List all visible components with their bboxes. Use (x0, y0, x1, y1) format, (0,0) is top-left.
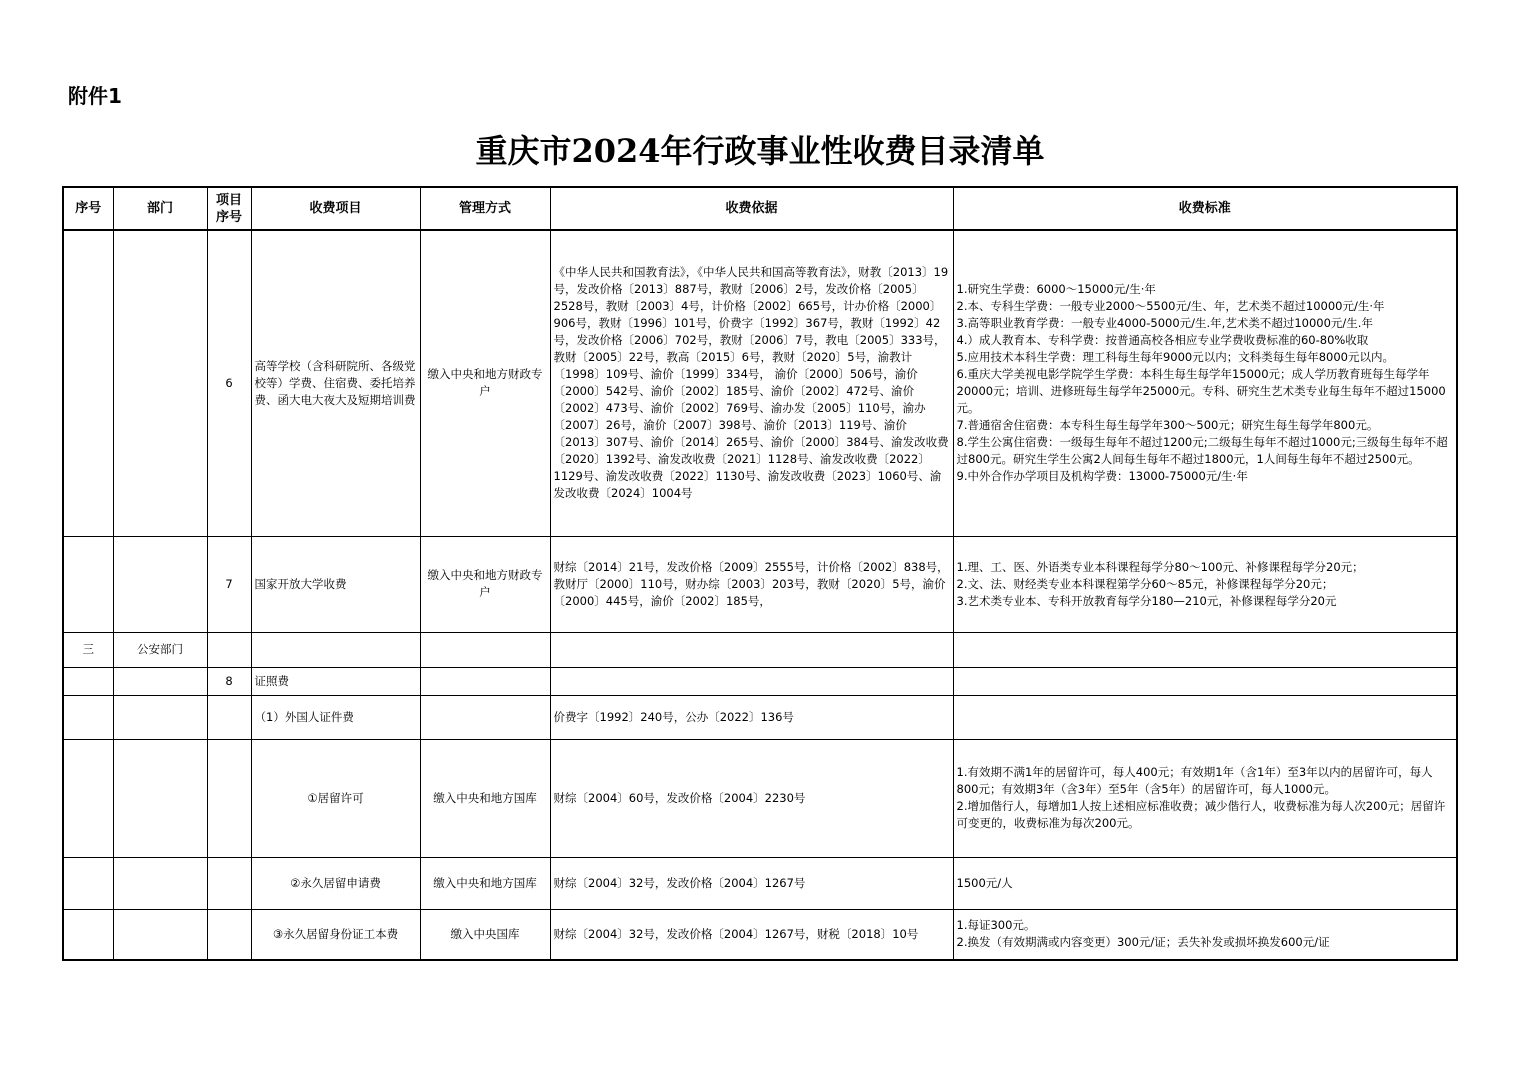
cell-item-no (207, 909, 251, 960)
cell-item (251, 632, 420, 667)
cell-mgmt: 缴入中央和地方国库 (420, 857, 550, 909)
cell-item: （1）外国人证件费 (251, 695, 420, 739)
cell-standard (953, 667, 1457, 695)
cell-basis: 财综〔2004〕32号，发改价格〔2004〕1267号 (550, 857, 953, 909)
cell-mgmt: 缴入中央和地方财政专户 (420, 536, 550, 632)
cell-mgmt: 缴入中央国库 (420, 909, 550, 960)
cell-mgmt (420, 632, 550, 667)
cell-standard: 1.理、工、医、外语类专业本科课程每学分80～100元、补修课程每学分20元； 2.文、法、财经类专业本科课程第学分60～85元，补修课程每学分20元； 3.艺术类专业本、专科开放教育每学分180—210元，补修课程每学分20元 (953, 536, 1457, 632)
attachment-label: 附件1 (68, 84, 122, 108)
cell-seq (63, 909, 113, 960)
cell-standard: 1.研究生学费：6000～15000元/生·年 2.本、专科生学费：一般专业2000～5500元/生、年，艺术类不超过10000元/生·年 3.高等职业教育学费：一般专业4000-5000元/生.年,艺术类不超过10000元/生.年 4.）成人教育本、专科学费：按普通高校各相应专业学费收费标准的60-80%收取 5.应用技术本科生学费：理工科每生每年9000元以内；文科类每生每年8000元以内。 6.重庆大学美视电影学院学生学费：本科生每生每学年15000元；成人学历教育班每生每学年20000元；培训、进修班每生每学年25000元。专科、研究生艺术类专业每生每年不超过15000元。 7.普通宿舍住宿费：本专科生每生每学年300～500元；研究生每生每学年800元。 8.学生公寓住宿费：一级每生每年不超过1200元;二级每生每年不超过1000元;三级每生每年不超过800元。研究生学生公寓2人间每生每年不超过1800元，1人间每生每年不超过2500元。 9.中外合作办学项目及机构学费：13000-75000元/生·年 (953, 230, 1457, 536)
cell-item-no (207, 695, 251, 739)
cell-standard: 1.每证300元。 2.换发（有效期满或内容变更）300元/证；丢失补发或损坏换发600元/证 (953, 909, 1457, 960)
cell-dept: 公安部门 (113, 632, 207, 667)
cell-item: ①居留许可 (251, 739, 420, 857)
table-row (63, 695, 1457, 739)
table-row (63, 632, 1457, 667)
cell-standard: 1.有效期不满1年的居留许可，每人400元；有效期1年（含1年）至3年以内的居留许可，每人800元；有效期3年（含3年）至5年（含5年）的居留许可，每人1000元。 2.增加偕行人，每增加1人按上述相应标准收费；减少偕行人，收费标准为每人次200元；居留许可变更的，收费标准为每次200元。 (953, 739, 1457, 857)
table-row (63, 909, 1457, 960)
header-standard: 收费标准 (953, 187, 1457, 230)
cell-basis (550, 667, 953, 695)
cell-item: 证照费 (251, 667, 420, 695)
table-row (63, 536, 1457, 632)
cell-seq (63, 857, 113, 909)
cell-dept (113, 857, 207, 909)
header-seq: 序号 (63, 187, 113, 230)
cell-basis: 财综〔2004〕32号，发改价格〔2004〕1267号，财税〔2018〕10号 (550, 909, 953, 960)
table-row (63, 230, 1457, 536)
fee-catalog-table (62, 186, 1458, 961)
cell-item: 国家开放大学收费 (251, 536, 420, 632)
table-row (63, 667, 1457, 695)
cell-seq (63, 230, 113, 536)
table-row (63, 739, 1457, 857)
cell-item-no: 8 (207, 667, 251, 695)
cell-standard: 1500元/人 (953, 857, 1457, 909)
cell-item: ②永久居留申请费 (251, 857, 420, 909)
header-dept: 部门 (113, 187, 207, 230)
cell-item: ③永久居留身份证工本费 (251, 909, 420, 960)
cell-basis (550, 632, 953, 667)
cell-item-no (207, 632, 251, 667)
cell-item-no: 7 (207, 536, 251, 632)
cell-seq (63, 667, 113, 695)
cell-mgmt: 缴入中央和地方国库 (420, 739, 550, 857)
cell-dept (113, 739, 207, 857)
cell-seq: 三 (63, 632, 113, 667)
cell-standard (953, 632, 1457, 667)
cell-item: 高等学校（含科研院所、各级党校等）学费、住宿费、委托培养费、函大电大夜大及短期培训费 (251, 230, 420, 536)
cell-seq (63, 536, 113, 632)
cell-standard (953, 695, 1457, 739)
cell-seq (63, 739, 113, 857)
cell-basis: 财综〔2014〕21号，发改价格〔2009〕2555号，计价格〔2002〕838号，教财厅〔2000〕110号，财办综〔2003〕203号，教财〔2020〕5号，渝价〔2000〕445号，渝价〔2002〕185号， (550, 536, 953, 632)
cell-dept (113, 230, 207, 536)
cell-basis: 《中华人民共和国教育法》，《中华人民共和国高等教育法》，财教〔2013〕19号，发改价格〔2013〕887号，教财〔2006〕2号，发改价格〔2005〕2528号，教财〔2003〕4号，计价格〔2002〕665号，计办价格〔2000〕906号，教财〔1996〕101号，价费字〔1992〕367号，教财〔1992〕42号，发改价格〔2006〕702号，教财〔2006〕7号，教电〔2005〕333号，教财〔2005〕22号，教高〔2015〕6号，教财〔2020〕5号，渝教计〔1998〕109号、渝价〔1999〕334号， 渝价〔2000〕506号，渝价〔2000〕542号、渝价〔2002〕185号、渝价〔2002〕472号、渝价〔2002〕473号、渝价〔2002〕769号、渝办发〔2005〕110号，渝办〔2007〕26号，渝价〔2007〕398号、渝价〔2013〕119号、渝价〔2013〕307号、渝价〔2014〕265号、渝价〔2000〕384号、渝发改收费〔2020〕1392号、渝发改收费〔2021〕1128号、渝发改收费〔2022〕1129号、渝发改收费〔2022〕1130号、渝发改收费〔2023〕1060号、渝发改收费〔2024〕1004号 (550, 230, 953, 536)
table-header-row (63, 187, 1457, 230)
cell-seq (63, 695, 113, 739)
header-mgmt: 管理方式 (420, 187, 550, 230)
table-row (63, 857, 1457, 909)
cell-mgmt (420, 667, 550, 695)
cell-basis: 财综〔2004〕60号，发改价格〔2004〕2230号 (550, 739, 953, 857)
cell-basis: 价费字〔1992〕240号，公办〔2022〕136号 (550, 695, 953, 739)
cell-dept (113, 695, 207, 739)
cell-item-no (207, 857, 251, 909)
cell-item-no: 6 (207, 230, 251, 536)
cell-dept (113, 667, 207, 695)
cell-mgmt (420, 695, 550, 739)
document-title: 重庆市2024年行政事业性收费目录清单 (475, 132, 1045, 170)
header-item: 收费项目 (251, 187, 420, 230)
cell-dept (113, 536, 207, 632)
cell-item-no (207, 739, 251, 857)
cell-mgmt: 缴入中央和地方财政专户 (420, 230, 550, 536)
cell-dept (113, 909, 207, 960)
header-basis: 收费依据 (550, 187, 953, 230)
header-item-no: 项目 序号 (207, 187, 251, 230)
